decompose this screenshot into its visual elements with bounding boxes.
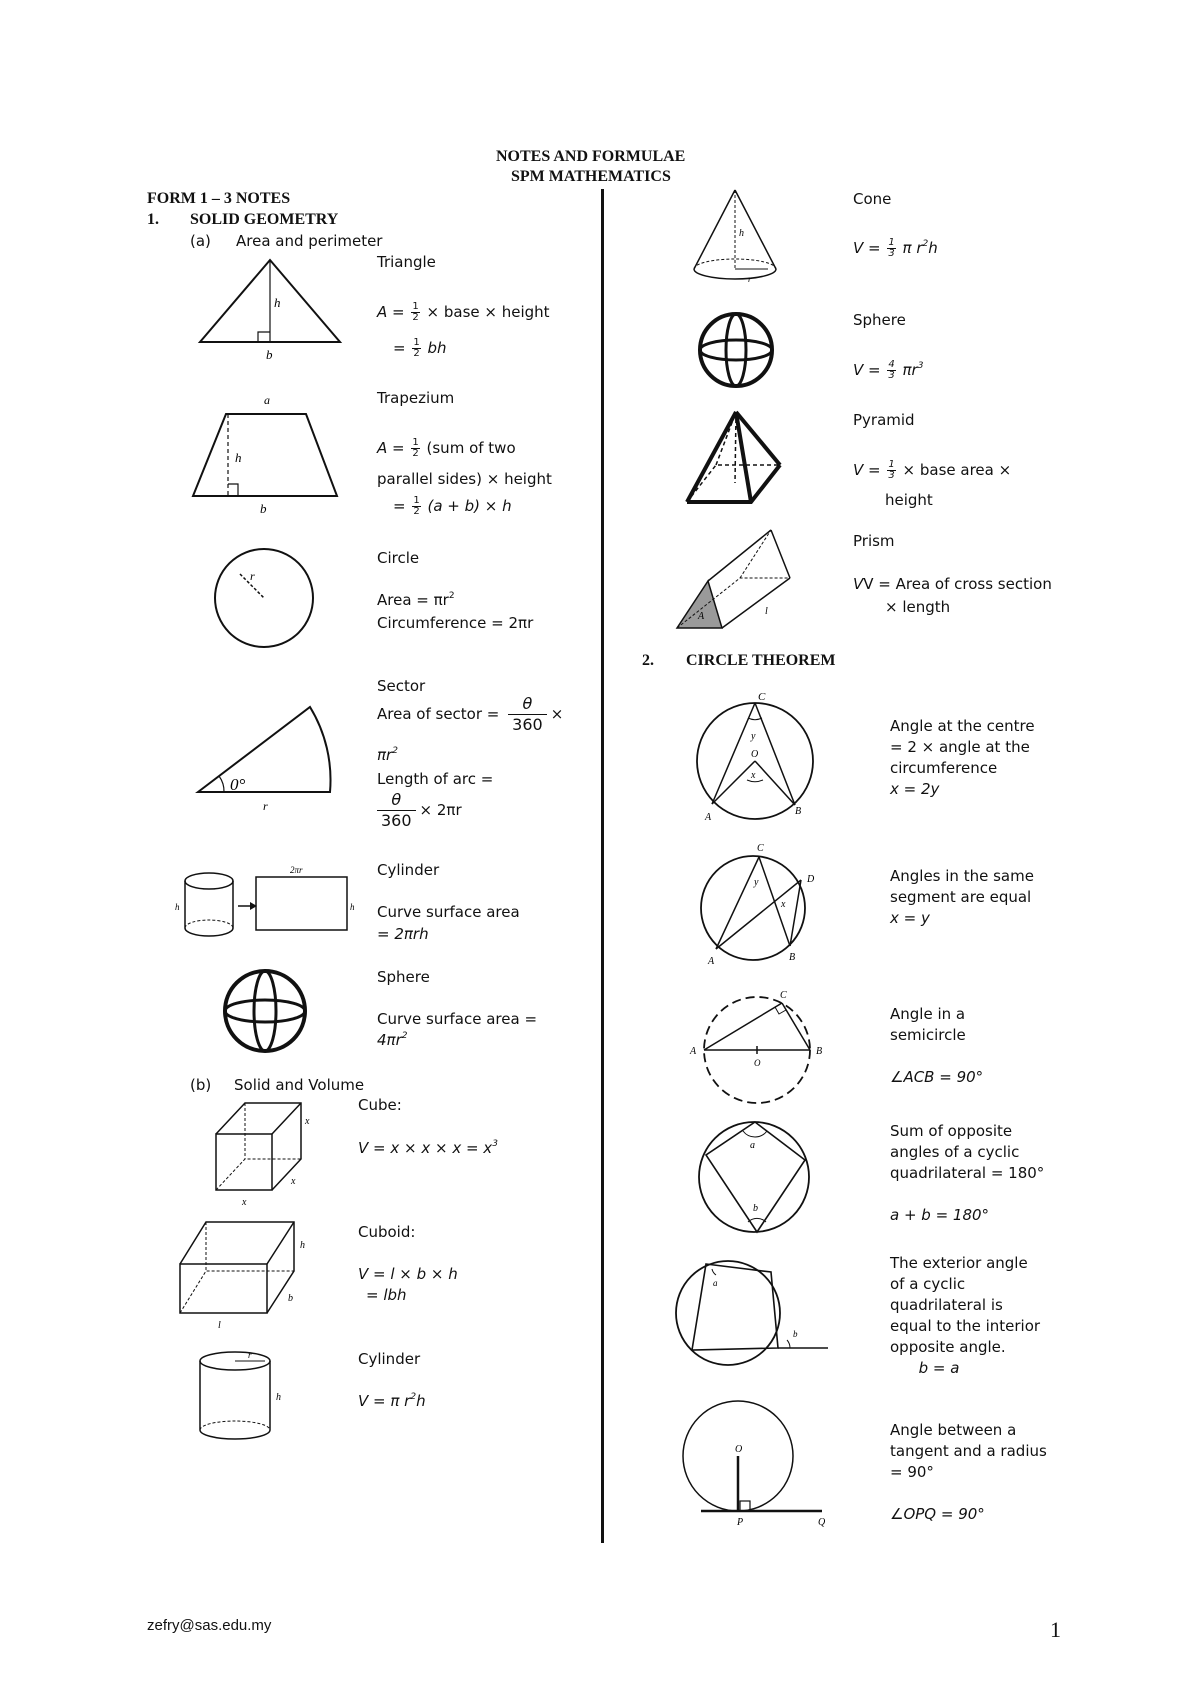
cylinder-area-formula-1: Curve surface area [377, 903, 520, 921]
svg-text:A: A [705, 812, 712, 823]
sphere-area-name: Sphere [377, 968, 430, 986]
cylinder-area-name: Cylinder [377, 861, 440, 879]
circle-circumference: Circumference = 2πr [377, 614, 534, 632]
part-b-letter: (b) [190, 1076, 212, 1094]
triangle-label-b: b [266, 347, 273, 362]
svg-text:C: C [780, 990, 787, 1001]
svg-text:b: b [793, 1329, 798, 1339]
page-number: 1 [1050, 1617, 1061, 1642]
svg-text:O: O [735, 1444, 743, 1455]
trapezium-formula-2: parallel sides) × height [377, 470, 552, 488]
cuboid-formula-1: V = l × b × h [358, 1265, 458, 1283]
svg-text:Q: Q [818, 1517, 826, 1528]
svg-text:O: O [751, 749, 759, 760]
svg-text:y: y [751, 731, 756, 742]
circle-area: Area = $\pi r^2$ [377, 591, 455, 609]
sphere-volume-name: Sphere [853, 311, 906, 329]
section2-number: 2. [642, 652, 654, 669]
cylinder-net-label-h-left: h [175, 902, 180, 912]
svg-text:D: D [807, 874, 815, 885]
cone-label-h: h [739, 228, 744, 239]
prism-formula-2: × length [885, 598, 951, 616]
cone-formula: V = $\frac{1}{3}$ π $r^2h$ [853, 237, 938, 259]
part-a-title: Area and perimeter [236, 232, 383, 250]
cuboid-name: Cuboid: [358, 1223, 416, 1241]
svg-text:a: a [750, 1140, 755, 1151]
trapezium-label-b: b [260, 501, 267, 516]
cylinder-volume-label-h: h [276, 1392, 281, 1403]
svg-text:B: B [816, 1046, 823, 1057]
prism-label-A: A [698, 611, 705, 622]
cuboid-label-h: h [300, 1240, 305, 1251]
section1-number: 1. [147, 211, 159, 228]
cube-label-x-top: x [305, 1116, 310, 1127]
svg-text:C: C [757, 843, 764, 854]
sector-arc-label: Length of arc = [377, 770, 494, 788]
svg-text:x: x [781, 899, 786, 910]
theorem-4-text: Sum of opposite angles of a cyclic quadrilateral = 180° a + b = 180° [890, 1122, 1045, 1224]
sphere-area-formula-2: $4\pi r^2$ [377, 1031, 408, 1049]
pyramid-formula-2: height [885, 491, 933, 509]
svg-text:x: x [751, 770, 756, 781]
section2-title: CIRCLE THEOREM [686, 652, 836, 669]
trapezium-label-h: h [235, 450, 242, 465]
triangle-label-h: h [274, 295, 281, 310]
trapezium-formula-1: A = $\frac{1}{2}$ (sum of two [377, 437, 516, 459]
circle-label-r: r [250, 569, 255, 583]
cylinder-volume-formula: V = π $r^2h$ [358, 1392, 426, 1410]
sector-name: Sector [377, 677, 426, 695]
column-divider [601, 189, 604, 1543]
theorem-5-text: The exterior angle of a cyclic quadrilateral is equal to the interior opposite angle. b = a [890, 1254, 1041, 1377]
footer-email: zefry@sas.edu.my [147, 1617, 272, 1634]
theorem-1-text: Angle at the centre = 2 × angle at the circumference x = 2y [890, 717, 1035, 798]
cuboid-label-l: l [218, 1320, 221, 1331]
svg-text:A: A [708, 956, 715, 967]
svg-text:O: O [754, 1058, 761, 1068]
cuboid-formula-2: = lbh [366, 1286, 407, 1304]
trapezium-label-a: a [264, 393, 270, 407]
sector-label-theta: 0° [230, 775, 246, 794]
sector-label-r: r [263, 799, 268, 813]
pyramid-formula: V = $\frac{1}{3}$ × base area × [853, 459, 1012, 481]
cone-name: Cone [853, 190, 892, 208]
sphere-volume-formula: V = $\frac{4}{3}$ $\pi r^3$ [853, 359, 924, 381]
cube-label-x-bottom: x [242, 1197, 247, 1208]
trapezium-formula-3: = $\frac{1}{2}$ (a + b) × h [393, 495, 512, 517]
cuboid-label-b: b [288, 1293, 293, 1304]
cube-formula: $V = x \times x \times x = x^3$ [358, 1139, 498, 1157]
cylinder-volume-label-r: r [248, 1350, 252, 1360]
form-heading: FORM 1 – 3 NOTES [147, 190, 291, 207]
prism-formula-1: VV = Area of cross section [853, 575, 1052, 593]
page-subtitle: SPM MATHEMATICS [511, 168, 671, 185]
section1-title: SOLID GEOMETRY [190, 211, 339, 228]
svg-text:b: b [753, 1203, 758, 1214]
svg-text:B: B [795, 806, 802, 817]
cylinder-net-label-h-right: h [350, 902, 355, 912]
part-a-letter: (a) [190, 232, 211, 250]
cylinder-net-label-2pr: 2πr [290, 865, 303, 875]
pyramid-name: Pyramid [853, 411, 915, 429]
svg-text:a: a [713, 1278, 718, 1288]
svg-text:B: B [789, 952, 796, 963]
trapezium-name: Trapezium [377, 389, 455, 407]
sector-arc-formula: $\frac{\theta}{360}$ × 2πr [377, 790, 462, 831]
svg-text:A: A [690, 1046, 697, 1057]
triangle-formula-2: = $\frac{1}{2}$ bh [393, 337, 447, 359]
sector-area-formula: Area of sector = $\frac{\theta}{360}$ × [377, 694, 564, 734]
sphere-area-formula-1: Curve surface area = [377, 1010, 538, 1028]
triangle-name: Triangle [377, 253, 436, 271]
sector-pi-r2: $\pi r^2$ [377, 746, 398, 764]
cylinder-area-formula-2: = 2πrh [377, 925, 429, 943]
cylinder-volume-name: Cylinder [358, 1350, 421, 1368]
part-b-title: Solid and Volume [234, 1076, 365, 1094]
cube-label-x-side: x [291, 1176, 296, 1187]
theorem-6-text: Angle between a tangent and a radius = 90° ∠OPQ = 90° [890, 1421, 1047, 1523]
prism-name: Prism [853, 532, 895, 550]
theorem-3-text: Angle in a semicircle ∠ACB = 90° [890, 1005, 984, 1086]
triangle-formula-1: A = $\frac{1}{2}$ × base × height [377, 301, 550, 323]
cone-label-r: r [748, 274, 752, 284]
svg-text:P: P [737, 1517, 744, 1528]
theorem-2-text: Angles in the same segment are equal x = y [890, 867, 1034, 927]
cube-name: Cube: [358, 1096, 402, 1114]
svg-text:y: y [754, 877, 759, 888]
circle-name: Circle [377, 549, 420, 567]
page-title: NOTES AND FORMULAE [496, 148, 686, 165]
svg-text:C: C [758, 691, 766, 703]
prism-label-l: l [765, 606, 768, 617]
